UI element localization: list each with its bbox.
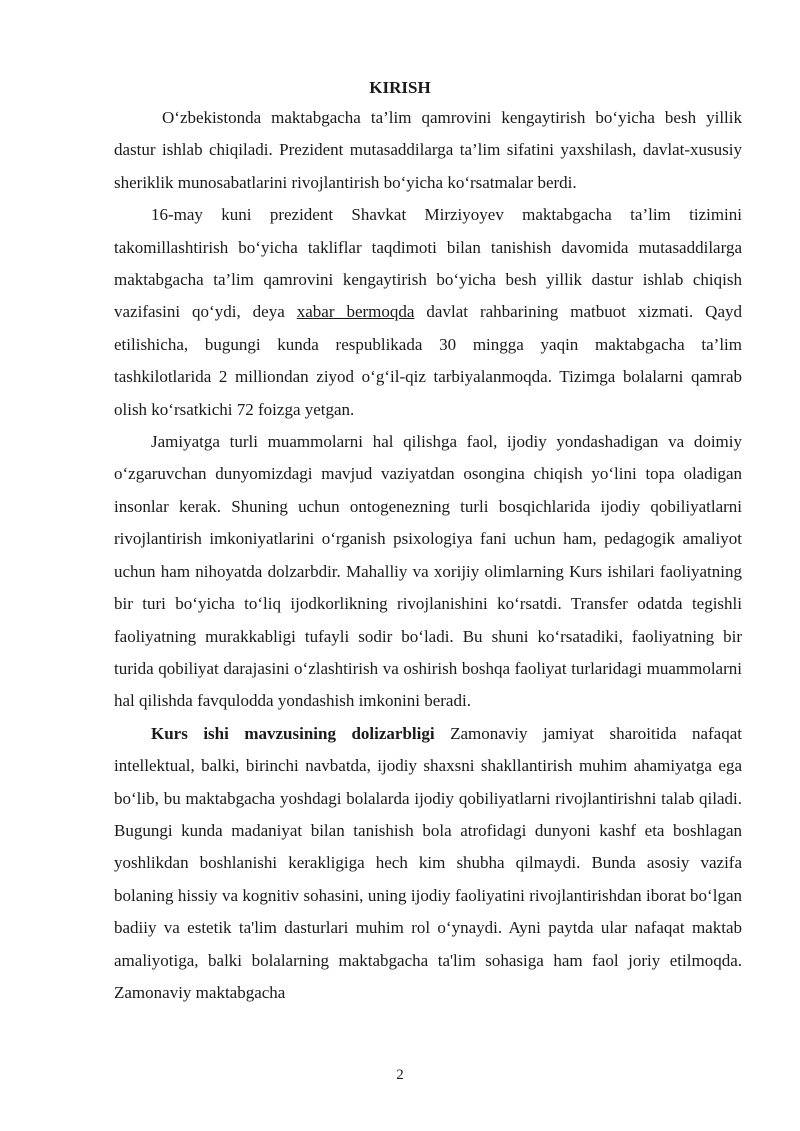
news-link[interactable]: xabar bermoqda bbox=[296, 302, 415, 322]
body-text bbox=[114, 102, 742, 1009]
paragraph-2 bbox=[114, 199, 742, 426]
paragraph-1: O‘zbekistonda maktabgacha ta’lim qamrovini kengaytirish bo‘yicha besh yillik dastur ishlab chiqiladi. Prezident mutasaddilarga ta’lim sifatini yaxshilash, davlat-xususiy sheriklik munosabatlarini rivojlantirish bo‘yicha ko‘rsatmalar berdi. bbox=[114, 108, 742, 192]
paragraph-4 bbox=[114, 718, 742, 1010]
paragraph-2-text-after: davlat rahbarining matbuot xizmati. Qayd etilishicha, bugungi kunda respublikada 30 mingga yaqin maktabgacha ta’lim tashkilotlarida 2 milliondan ziyod o‘g‘il-qiz tarbiyalanmoqda. Tizimga bolalarni qamrab olish ko‘rsatkichi 72 foizga yetgan. bbox=[114, 302, 742, 419]
paragraph-2-text-before: 16-may kuni prezident Shavkat Mirziyoyev maktabgacha ta’lim tizimini takomillashtirish bo‘yicha takliflar taqdimoti bilan tanishish davomida mutasaddilarga maktabgacha ta’lim qamrovini kengaytirish bo‘yicha besh yillik dastur ishlab chiqish vazifasini qo‘ydi, deya bbox=[114, 205, 742, 322]
paragraph-3: Jamiyatga turli muammolarni hal qilishga faol, ijodiy yondashadigan va doimiy o‘zgaruvchan dunyomizdagi mavjud vaziyatdan osongina chiqish yo‘lini topa oladigan insonlar kerak. Shuning uchun ontogenezning turli bosqichlarida ijodiy qobiliyatlarni rivojlantirish imkoniyatlarini o‘rganish psixologiya fani uchun ham, pedagogik amaliyot uchun ham nihoyatda dolzarbdir. Mahalliy va xorijiy olimlarning Kurs ishilari faoliyatning bir turi bo‘yicha to‘liq ijodkorlikning rivojlanishini ko‘rsatdi. Transfer odatda tegishli faoliyatning murakkabligi tufayli sodir bo‘ladi. Bu shuni ko‘rsatadiki, faoliyatning bir turida qobiliyat darajasini o‘zlashtirish va oshirish boshqa faoliyat turlaridagi muammolarni hal qilishda favqulodda yondashish imkonini beradi. bbox=[114, 432, 742, 711]
page-number: 2 bbox=[396, 1067, 404, 1083]
section-heading: KIRISH bbox=[369, 78, 431, 97]
topic-relevance-label: Kurs ishi mavzusining dolizarbligi bbox=[151, 723, 435, 743]
paragraph-4-text: Zamonaviy jamiyat sharoitida nafaqat intellektual, balki, birinchi navbatda, ijodiy shaxsni shakllantirish muhim ahamiyatga ega bo‘lib, bu maktabgacha yoshdagi bolalarda ijodiy qobiliyatlarni rivojlantirishni talab qiladi. Bugungi kunda madaniyat bilan tanishish bola atrofidagi dunyoni kashf eta boshlagan yoshlikdan boshlanishi kerakligiga hech kim shubha qilmaydi. Bunda asosiy vazifa bolaning hissiy va kognitiv sohasini, uning ijodiy faoliyatini rivojlantirishdan iborat bo‘lgan badiiy va estetik ta'lim dasturlari muhim rol o‘ynaydi. Ayni paytda ular nafaqat maktab amaliyotiga, balki bolalarning maktabgacha ta'lim sohasiga ham faol joriy etilmoqda. Zamonaviy maktabgacha bbox=[114, 723, 742, 1002]
